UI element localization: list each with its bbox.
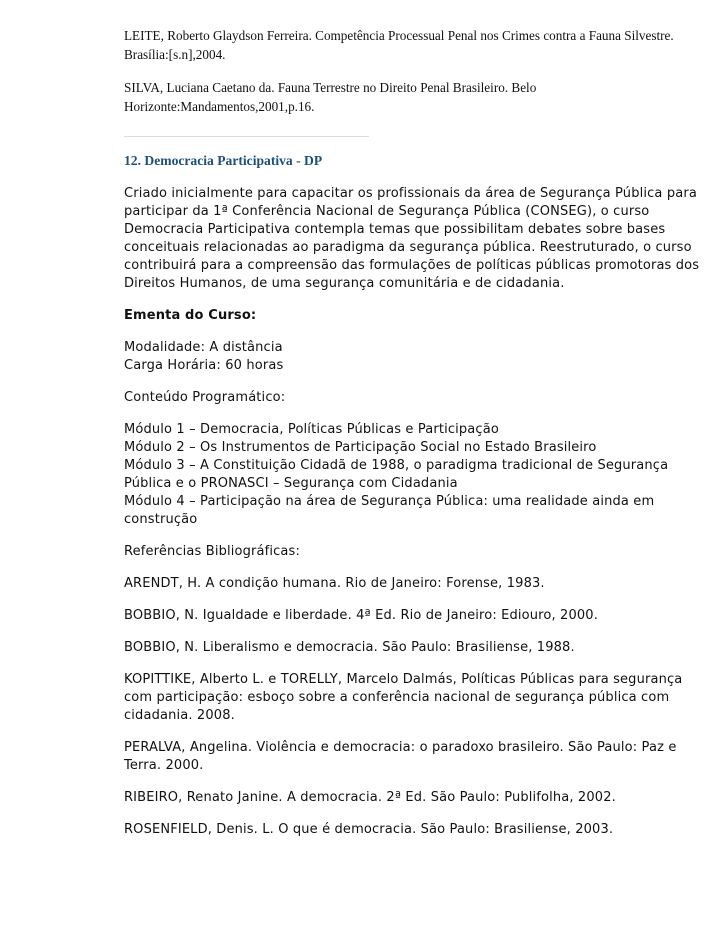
module-item: Módulo 1 – Democracia, Políticas Públicas e Participação bbox=[124, 422, 499, 437]
module-item: Módulo 4 – Participação na área de Segurança Pública: uma realidade ainda em construção bbox=[124, 494, 655, 527]
conteudo-heading: Conteúdo Programático: bbox=[124, 390, 286, 405]
section-title: 12. Democracia Participativa - DP bbox=[124, 153, 323, 168]
reference-item: KOPITTIKE, Alberto L. e TORELLY, Marcelo Dalmás, Políticas Públicas para segurança com participação: esboço sobre a conferência nacional de segurança pública com cidadania. 2008. bbox=[124, 672, 683, 723]
carga-line: Carga Horária: 60 horas bbox=[124, 358, 284, 373]
top-reference: SILVA, Luciana Caetano da. Fauna Terrestre no Direito Penal Brasileiro. Belo Horizonte:Mandamentos,2001,p.16. bbox=[124, 80, 537, 114]
intro-paragraph: Criado inicialmente para capacitar os profissionais da área de Segurança Pública para participar da 1ª Conferência Nacional de Segurança Pública (CONSEG), o curso Democracia Participativa contempla temas que possibilitam debates sobre bases conceituais relacionadas ao paradigma da segurança pública. Reestruturado, o curso contribuirá para a compreensão das formulações de políticas públicas promotoras dos Direitos Humanos, de uma segurança comunitária e de cidadania. bbox=[124, 186, 700, 291]
course-info bbox=[124, 339, 704, 375]
reference-item: RIBEIRO, Renato Janine. A democracia. 2ª Ed. São Paulo: Publifolha, 2002. bbox=[124, 790, 616, 805]
module-item: Módulo 2 – Os Instrumentos de Participação Social no Estado Brasileiro bbox=[124, 440, 597, 455]
module-item: Módulo 3 – A Constituição Cidadã de 1988, o paradigma tradicional de Segurança Pública e o PRONASCI – Segurança com Cidadania bbox=[124, 458, 669, 491]
reference-item: ROSENFIELD, Denis. L. O que é democracia. São Paulo: Brasiliense, 2003. bbox=[124, 822, 614, 837]
module-list bbox=[124, 421, 704, 529]
section-divider bbox=[124, 136, 369, 137]
top-reference: LEITE, Roberto Glaydson Ferreira. Competência Processual Penal nos Crimes contra a Fauna Silvestre. Brasília:[s.n],2004. bbox=[124, 28, 674, 62]
references-heading: Referências Bibliográficas: bbox=[124, 544, 300, 559]
reference-item: PERALVA, Angelina. Violência e democracia: o paradoxo brasileiro. São Paulo: Paz e Terra. 2000. bbox=[124, 740, 677, 773]
document-page bbox=[124, 26, 704, 839]
reference-item: ARENDT, H. A condição humana. Rio de Janeiro: Forense, 1983. bbox=[124, 576, 545, 591]
ementa-heading: Ementa do Curso: bbox=[124, 308, 257, 323]
reference-item: BOBBIO, N. Liberalismo e democracia. São Paulo: Brasiliense, 1988. bbox=[124, 640, 575, 655]
modalidade-line: Modalidade: A distância bbox=[124, 340, 283, 355]
reference-item: BOBBIO, N. Igualdade e liberdade. 4ª Ed. Rio de Janeiro: Ediouro, 2000. bbox=[124, 608, 598, 623]
